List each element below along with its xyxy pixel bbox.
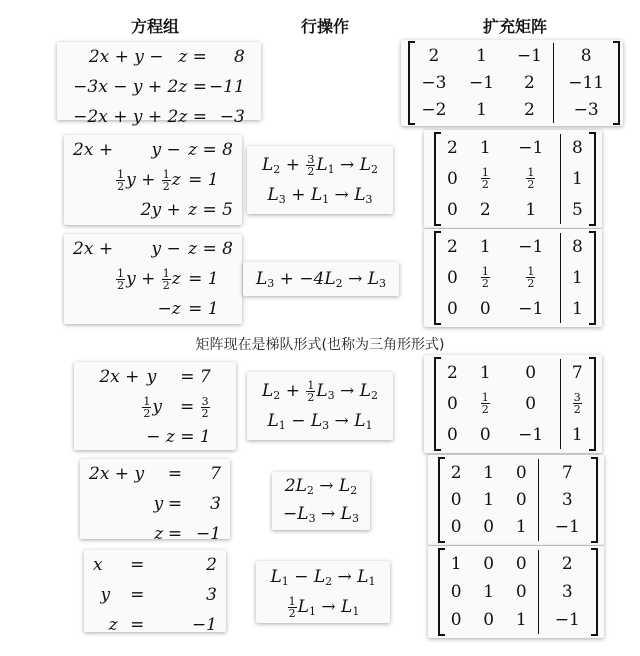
header-system: 方程组 [130, 17, 179, 36]
augmented-matrix-3: 2 1 −1 8 0 $\frac{1}{2}$ $\frac{1}{2}$ 1 0 0 −1 1 [434, 233, 596, 323]
row-op-box-2 [247, 146, 393, 214]
header-augmented-matrix: 扩充矩阵 [482, 17, 547, 36]
row-op-box-3 [243, 262, 399, 296]
row-op-box-5 [272, 472, 370, 530]
system-box-2: 2x + y − z = 8 $\frac{1}{2}$ y + $\frac{1}{2}$ z = 1 2y + z = 5 [64, 135, 242, 225]
header-row-operation: 行操作 [300, 17, 349, 36]
augmented-matrix-5: 2 1 0 7 0 1 0 3 0 0 1 −1 [438, 459, 598, 541]
row-op-4b: $L_1 - L_3 \to L_1$ [267, 411, 373, 432]
system-box-1: 2x + y − z = 8 −3x − y + 2z = −11 −2x + y + 2z = −3 [57, 42, 261, 120]
augmented-matrix-2: 2 1 −1 8 0 $\frac{1}{2}$ $\frac{1}{2}$ 1 0 2 1 5 [434, 134, 596, 224]
system-box-5: 2x + y = 7 y = 3 z = −1 [80, 459, 230, 539]
row-op-6a: $L_1 - L_2 \to L_1$ [270, 567, 376, 588]
system-box-6: x = 2 y = 3 z = −1 [84, 550, 226, 632]
row-op-5b: $-L_3 \to L_3$ [283, 504, 359, 525]
augmented-matrix-6: 1 0 0 2 0 1 0 3 0 0 1 −1 [438, 550, 598, 634]
augmented-matrix-1: 2 1 −1 8 −3 −1 2 −11 −2 1 2 −3 [408, 43, 620, 123]
row-op-2a: $L_2$ + $\frac{3}{2}$ $L_1 \to L_2$ [262, 153, 378, 178]
augmented-matrix-4: 2 1 0 7 0 $\frac{1}{2}$ 0 $\frac{3}{2}$ 0 0 −1 1 [434, 359, 596, 449]
row-op-box-6 [256, 561, 390, 623]
row-op-4a: $L_2$ + $\frac{1}{2}$ $L_3 \to L_2$ [262, 379, 378, 404]
row-op-box-4 [247, 372, 393, 440]
row-op-3: $L_3 + -4L_2 \to L_3$ [255, 269, 387, 290]
row-op-5a: $2L_2 \to L_2$ [284, 476, 358, 497]
row-op-6b: $\frac{1}{2}$ $L_1 \to L_1$ [288, 595, 360, 620]
system-box-4: 2x + y = 7 $\frac{1}{2}$ y = $\frac{3}{2}$ − z = 1 [74, 362, 236, 450]
row-op-2b: $L_3 + L_1 \to L_3$ [267, 185, 373, 206]
echelon-form-note: 矩阵现在是梯队形式(也称为三角形形式) [195, 337, 445, 353]
system-box-3: 2x + y − z = 8 $\frac{1}{2}$ y + $\frac{1}{2}$ z = 1 −z = 1 [64, 234, 242, 324]
